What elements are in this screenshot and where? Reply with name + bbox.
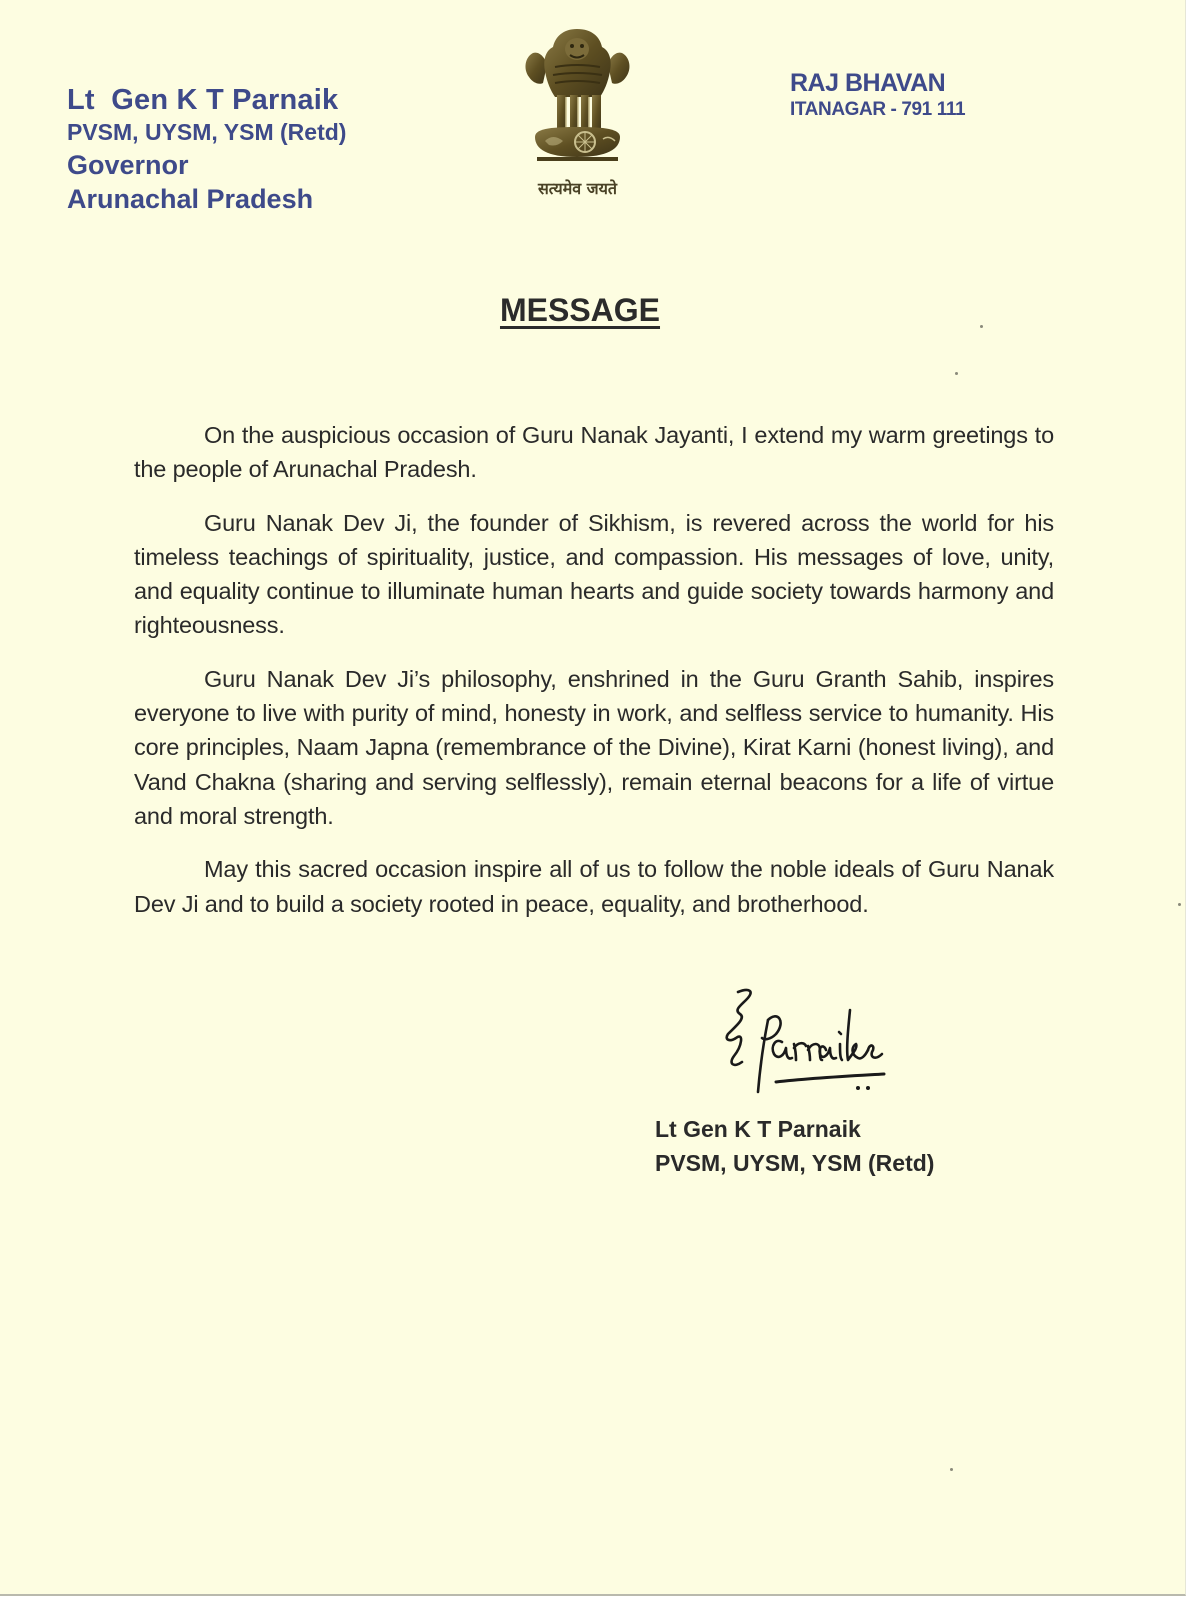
sender-letterhead [67,84,346,216]
handwritten-signature-icon [690,980,890,1115]
scan-speck [1178,903,1181,906]
scan-speck [955,372,958,375]
scan-speck [950,1468,953,1471]
office-address: ITANAGAR - 791 111 [790,99,966,120]
message-body [134,418,1054,940]
office-name: RAJ BHAVAN [790,69,946,97]
signer-honours: PVSM, UYSM, YSM (Retd) [655,1150,935,1176]
emblem-motto: सत्यमेव जयते [537,179,618,198]
message-paragraph: May this sacred occasion inspire all of us to follow the noble ideals of Guru Nanak Dev Ji and to build a society rooted in peace, equality, and brotherhood. [134,856,1054,917]
sender-name: Lt Gen K T Parnaik [67,84,339,116]
scan-speck [980,325,983,328]
sender-honours: PVSM, UYSM, YSM (Retd) [67,119,347,145]
sender-state: Arunachal Pradesh [67,184,314,214]
message-paragraph: Guru Nanak Dev Ji, the founder of Sikhism, is revered across the world for his timeless teachings of spirituality, justice, and compassion. His messages of love, unity, and equality continue to illuminate human hearts and guide society towards harmony and righteousness. [134,509,1054,639]
message-paragraph: Guru Nanak Dev Ji’s philosophy, enshrined in the Guru Granth Sahib, inspires everyone to live with purity of mind, honesty in work, and selfless service to humanity. His core principles, Naam Japna (remembrance of the Divine), Kirat Karni (honest living), and Vand Chakna (sharing and serving selflessly), remain eternal beacons for a life of virtue and moral strength. [134,665,1054,829]
signer-details [655,1112,934,1180]
message-paragraph: On the auspicious occasion of Guru Nanak Jayanti, I extend my warm greetings to the people of Arunachal Pradesh. [134,422,1054,483]
message-heading [0,292,1160,329]
message-heading-text: MESSAGE [499,292,661,328]
office-letterhead [790,68,965,122]
national-emblem-lion-capital-icon [515,25,640,175]
sender-title: Governor [67,150,189,180]
national-emblem [515,25,640,210]
signer-name: Lt Gen K T Parnaik [655,1116,861,1142]
